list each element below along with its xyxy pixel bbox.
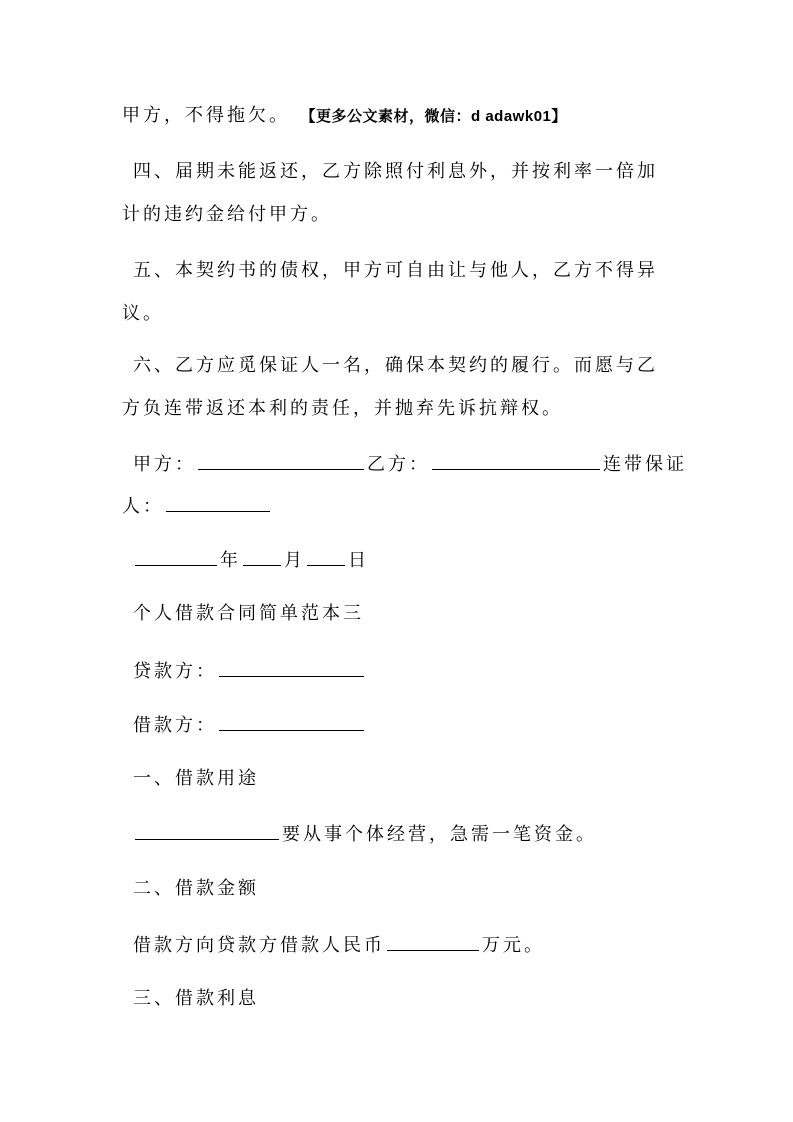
month-label: 月 [284,550,305,571]
lender-label: 贷款方： [133,661,217,682]
signature-line [133,452,687,477]
party-b-label: 乙方： [367,454,430,475]
article-4-line-1: 四、届期未能返还，乙方除照付利息外，并按利率一倍加 [133,161,658,182]
amount-text: 借款方向贷款方借款人民币 [133,935,385,956]
purpose-blank [135,822,279,840]
borrower-line [133,713,367,738]
borrower-label: 借款方： [133,715,217,736]
section-3-title: 三、借款利息 [133,988,259,1009]
section-2-title: 二、借款金额 [133,878,259,899]
day-label: 日 [348,550,369,571]
section-1-body [133,822,597,847]
party-a-blank [198,452,364,470]
promo-note: 【更多公文素材，微信：d adawk01】 [308,108,567,125]
month-blank [243,548,281,566]
day-blank [307,548,345,566]
lender-blank [219,659,364,677]
year-label: 年 [220,550,241,571]
article-6-line-1: 六、乙方应觅保证人一名，确保本契约的履行。而愿与乙 [133,355,658,376]
party-a-label: 甲方： [133,454,196,475]
guarantor-line [122,494,273,519]
article-5-line-1: 五、本契约书的债权，甲方可自由让与他人，乙方不得异 [133,260,658,281]
article-6-line-2: 方负连带返还本利的责任，并抛弃先诉抗辩权。 [122,398,563,419]
amount-unit: 万元。 [482,935,545,956]
section-title: 个人借款合同简单范本三 [133,603,364,624]
paragraph-line [122,104,567,129]
purpose-text: 要从事个体经营，急需一笔资金。 [282,824,597,845]
year-blank [135,548,217,566]
borrower-blank [219,713,364,731]
section-2-body [133,933,545,958]
date-line [133,548,369,573]
section-1-title: 一、借款用途 [133,768,259,789]
lender-line [133,659,367,684]
article-5-line-2: 议。 [122,303,164,324]
party-b-blank [432,452,600,470]
guarantor-label-cont: 人： [122,496,164,517]
guarantor-label: 连带保证 [603,454,687,475]
body-text: 甲方，不得拖欠。 [122,105,290,126]
article-4-line-2: 计的违约金给付甲方。 [122,204,332,225]
guarantor-blank [166,494,270,512]
amount-blank [387,933,479,951]
